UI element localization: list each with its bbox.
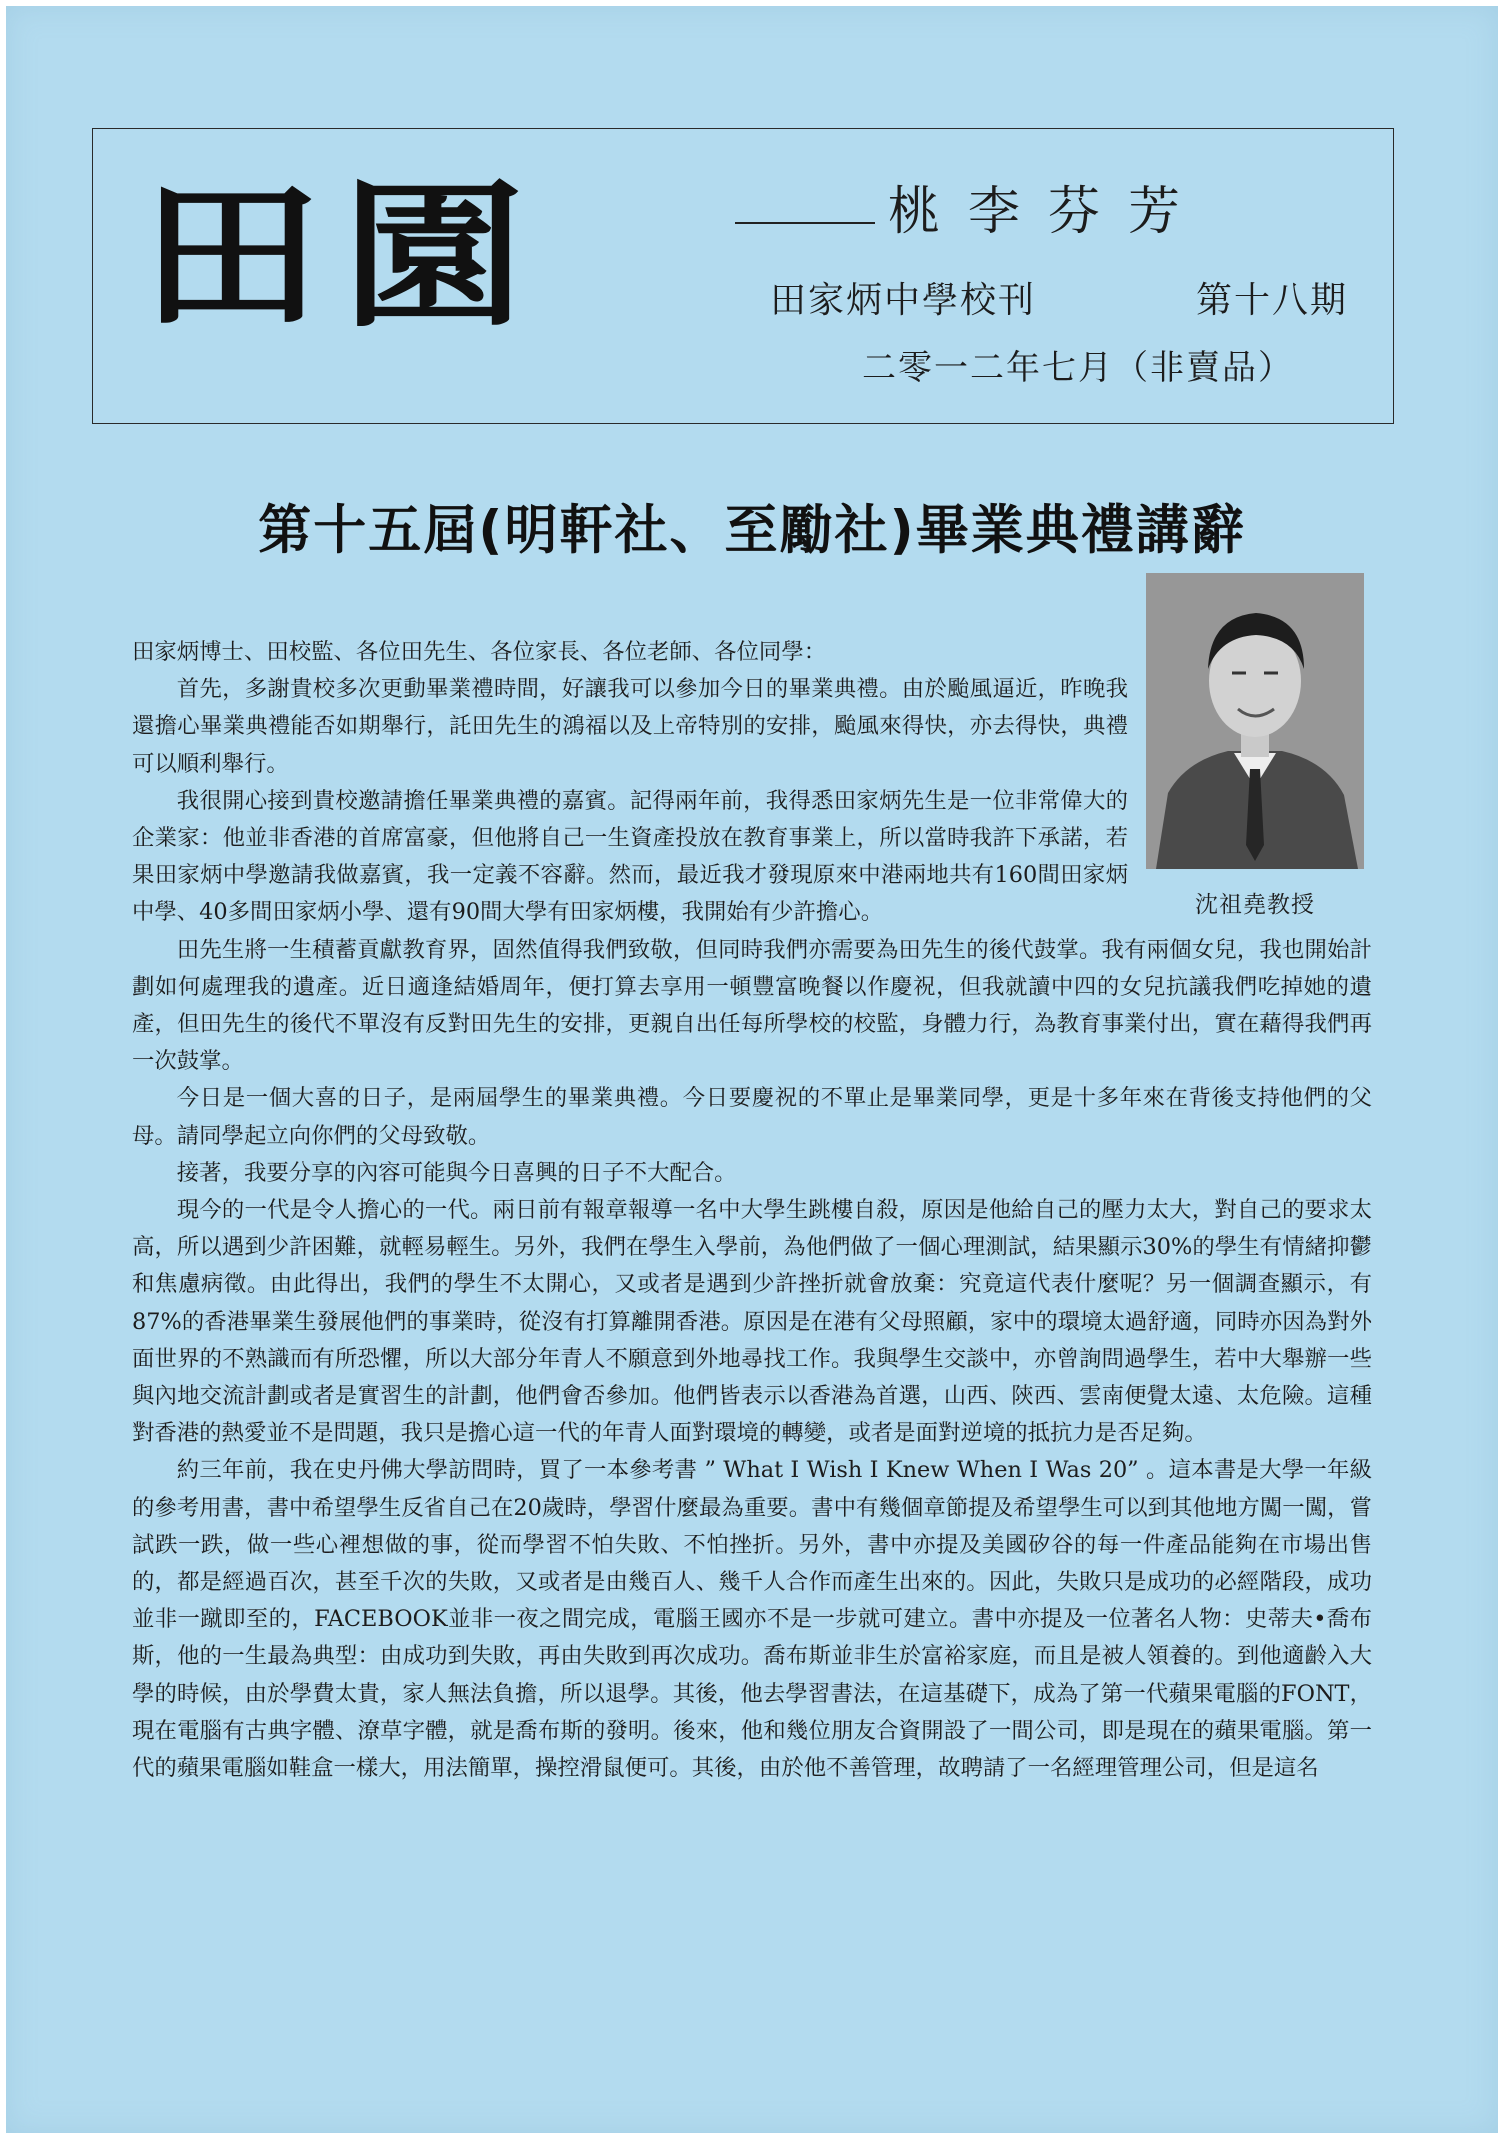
paragraph: 田先生將一生積蓄貢獻教育界，固然值得我們致敬，但同時我們亦需要為田先生的後代鼓掌。我有兩個女兒，我也開始計劃如何處理我的遺產。近日適逢結婚周年，便打算去享用一頓豐富晚餐以作慶祝，但我就讀中四的女兒抗議我們吃掉她的遺產，但田先生的後代不單沒有反對田先生的安排，更親自出任每所學校的校監，身體力行，為教育事業付出，實在藉得我們再一次鼓掌。 [132, 936, 1372, 1075]
salutation: 田家炳博士、田校監、各位田先生、各位家長、各位老師、各位同學： [132, 639, 827, 665]
article-body [132, 634, 1372, 1787]
issue-date: 二零一二年七月（非賣品） [862, 348, 1294, 388]
issue-number: 第十八期 [1196, 280, 1349, 321]
paragraph: 接著，我要分享的內容可能與今日喜興的日子不大配合。 [176, 1159, 737, 1186]
masthead-logo: 田園 [140, 164, 545, 349]
paragraph: 今日是一個大喜的日子，是兩屆學生的畢業典禮。今日要慶祝的不單止是畢業同學，更是十多年來在背後支持他們的父母。請同學起立向你們的父母致敬。 [132, 1085, 1372, 1149]
paragraph: 我很開心接到貴校邀請擔任畢業典禮的嘉賓。記得兩年前，我得悉田家炳先生是一位非常偉大的企業家：他並非香港的首席富豪，但他將自己一生資產投放在教育事業上，所以當時我許下承諾，若果田家炳中學邀請我做嘉賓，我一定義不容辭。然而，最近我才發現原來中港兩地共有160間田家炳中學、40多間田家炳小學、還有90間大學有田家炳樓，我開始有少許擔心。 [132, 787, 1128, 926]
school-name: 田家炳中學校刊 [770, 280, 1037, 321]
article-title: 第十五屆(明軒社、至勵社)畢業典禮講辭 [258, 500, 1246, 561]
motto-dash [735, 222, 875, 224]
paragraph: 首先，多謝貴校多次更動畢業禮時間，好讓我可以參加今日的畢業典禮。由於颱風逼近，昨晚我還擔心畢業典禮能否如期舉行，託田先生的鴻福以及上帝特別的安排，颱風來得快，亦去得快，典禮可以順利舉行。 [132, 676, 1128, 777]
paragraph: 約三年前，我在史丹佛大學訪問時，買了一本參考書 ” What I Wish I Knew When I Was 20” 。這本書是大學一年級的參考用書，書中希望學生反省自己在20歲時，學習什麼最為重要。書中有幾個章節提及希望學生可以到其他地方闖一闖，嘗試跌一跌，做一些心裡想做的事，從而學習不怕失敗、不怕挫折。另外，書中亦提及美國矽谷的每一件產品能夠在市場出售的，都是經過百次，甚至千次的失敗，又或者是由幾百人、幾千人合作而產生出來的。因此，失敗只是成功的必經階段，成功並非一蹴即至的，FACEBOOK並非一夜之間完成，電腦王國亦不是一步就可建立。書中亦提及一位著名人物：史蒂夫•喬布斯，他的一生最為典型：由成功到失敗，再由失敗到再次成功。喬布斯並非生於富裕家庭，而且是被人領養的。到他適齡入大學的時候，由於學費太貴，家人無法負擔，所以退學。其後，他去學習書法，在這基礎下，成為了第一代蘋果電腦的FONT，現在電腦有古典字體、潦草字體，就是喬布斯的發明。後來，他和幾位朋友合資開設了一間公司，即是現在的蘋果電腦。第一代的蘋果電腦如鞋盒一樣大，用法簡單，操控滑鼠便可。其後，由於他不善管理，故聘請了一名經理管理公司，但是這名 [132, 1457, 1372, 1782]
paragraph: 現今的一代是令人擔心的一代。兩日前有報章報導一名中大學生跳樓自殺，原因是他給自己的壓力太大，對自己的要求太高，所以遇到少許困難，就輕易輕生。另外，我們在學生入學前，為他們做了一個心理測試，結果顯示30%的學生有情緒抑鬱和焦慮病徵。由此得出，我們的學生不太開心，又或者是遇到少許挫折就會放棄：究竟這代表什麼呢？另一個調查顯示，有87%的香港畢業生發展他們的事業時，從沒有打算離開香港。原因是在港有父母照顧，家中的環境太過舒適，同時亦因為對外面世界的不熟識而有所恐懼，所以大部分年青人不願意到外地尋找工作。我與學生交談中，亦曾詢問過學生，若中大舉辦一些與內地交流計劃或者是實習生的計劃，他們會否參加。他們皆表示以香港為首選，山西、陝西、雲南便覺太遠、太危險。這種對香港的熱愛並不是問題，我只是擔心這一代的年青人面對環境的轉變，或者是面對逆境的抵抗力是否足夠。 [132, 1197, 1372, 1447]
masthead-motto: 桃李芬芳 [888, 182, 1209, 242]
photo-caption: 沈祖堯教授 [1195, 892, 1315, 918]
